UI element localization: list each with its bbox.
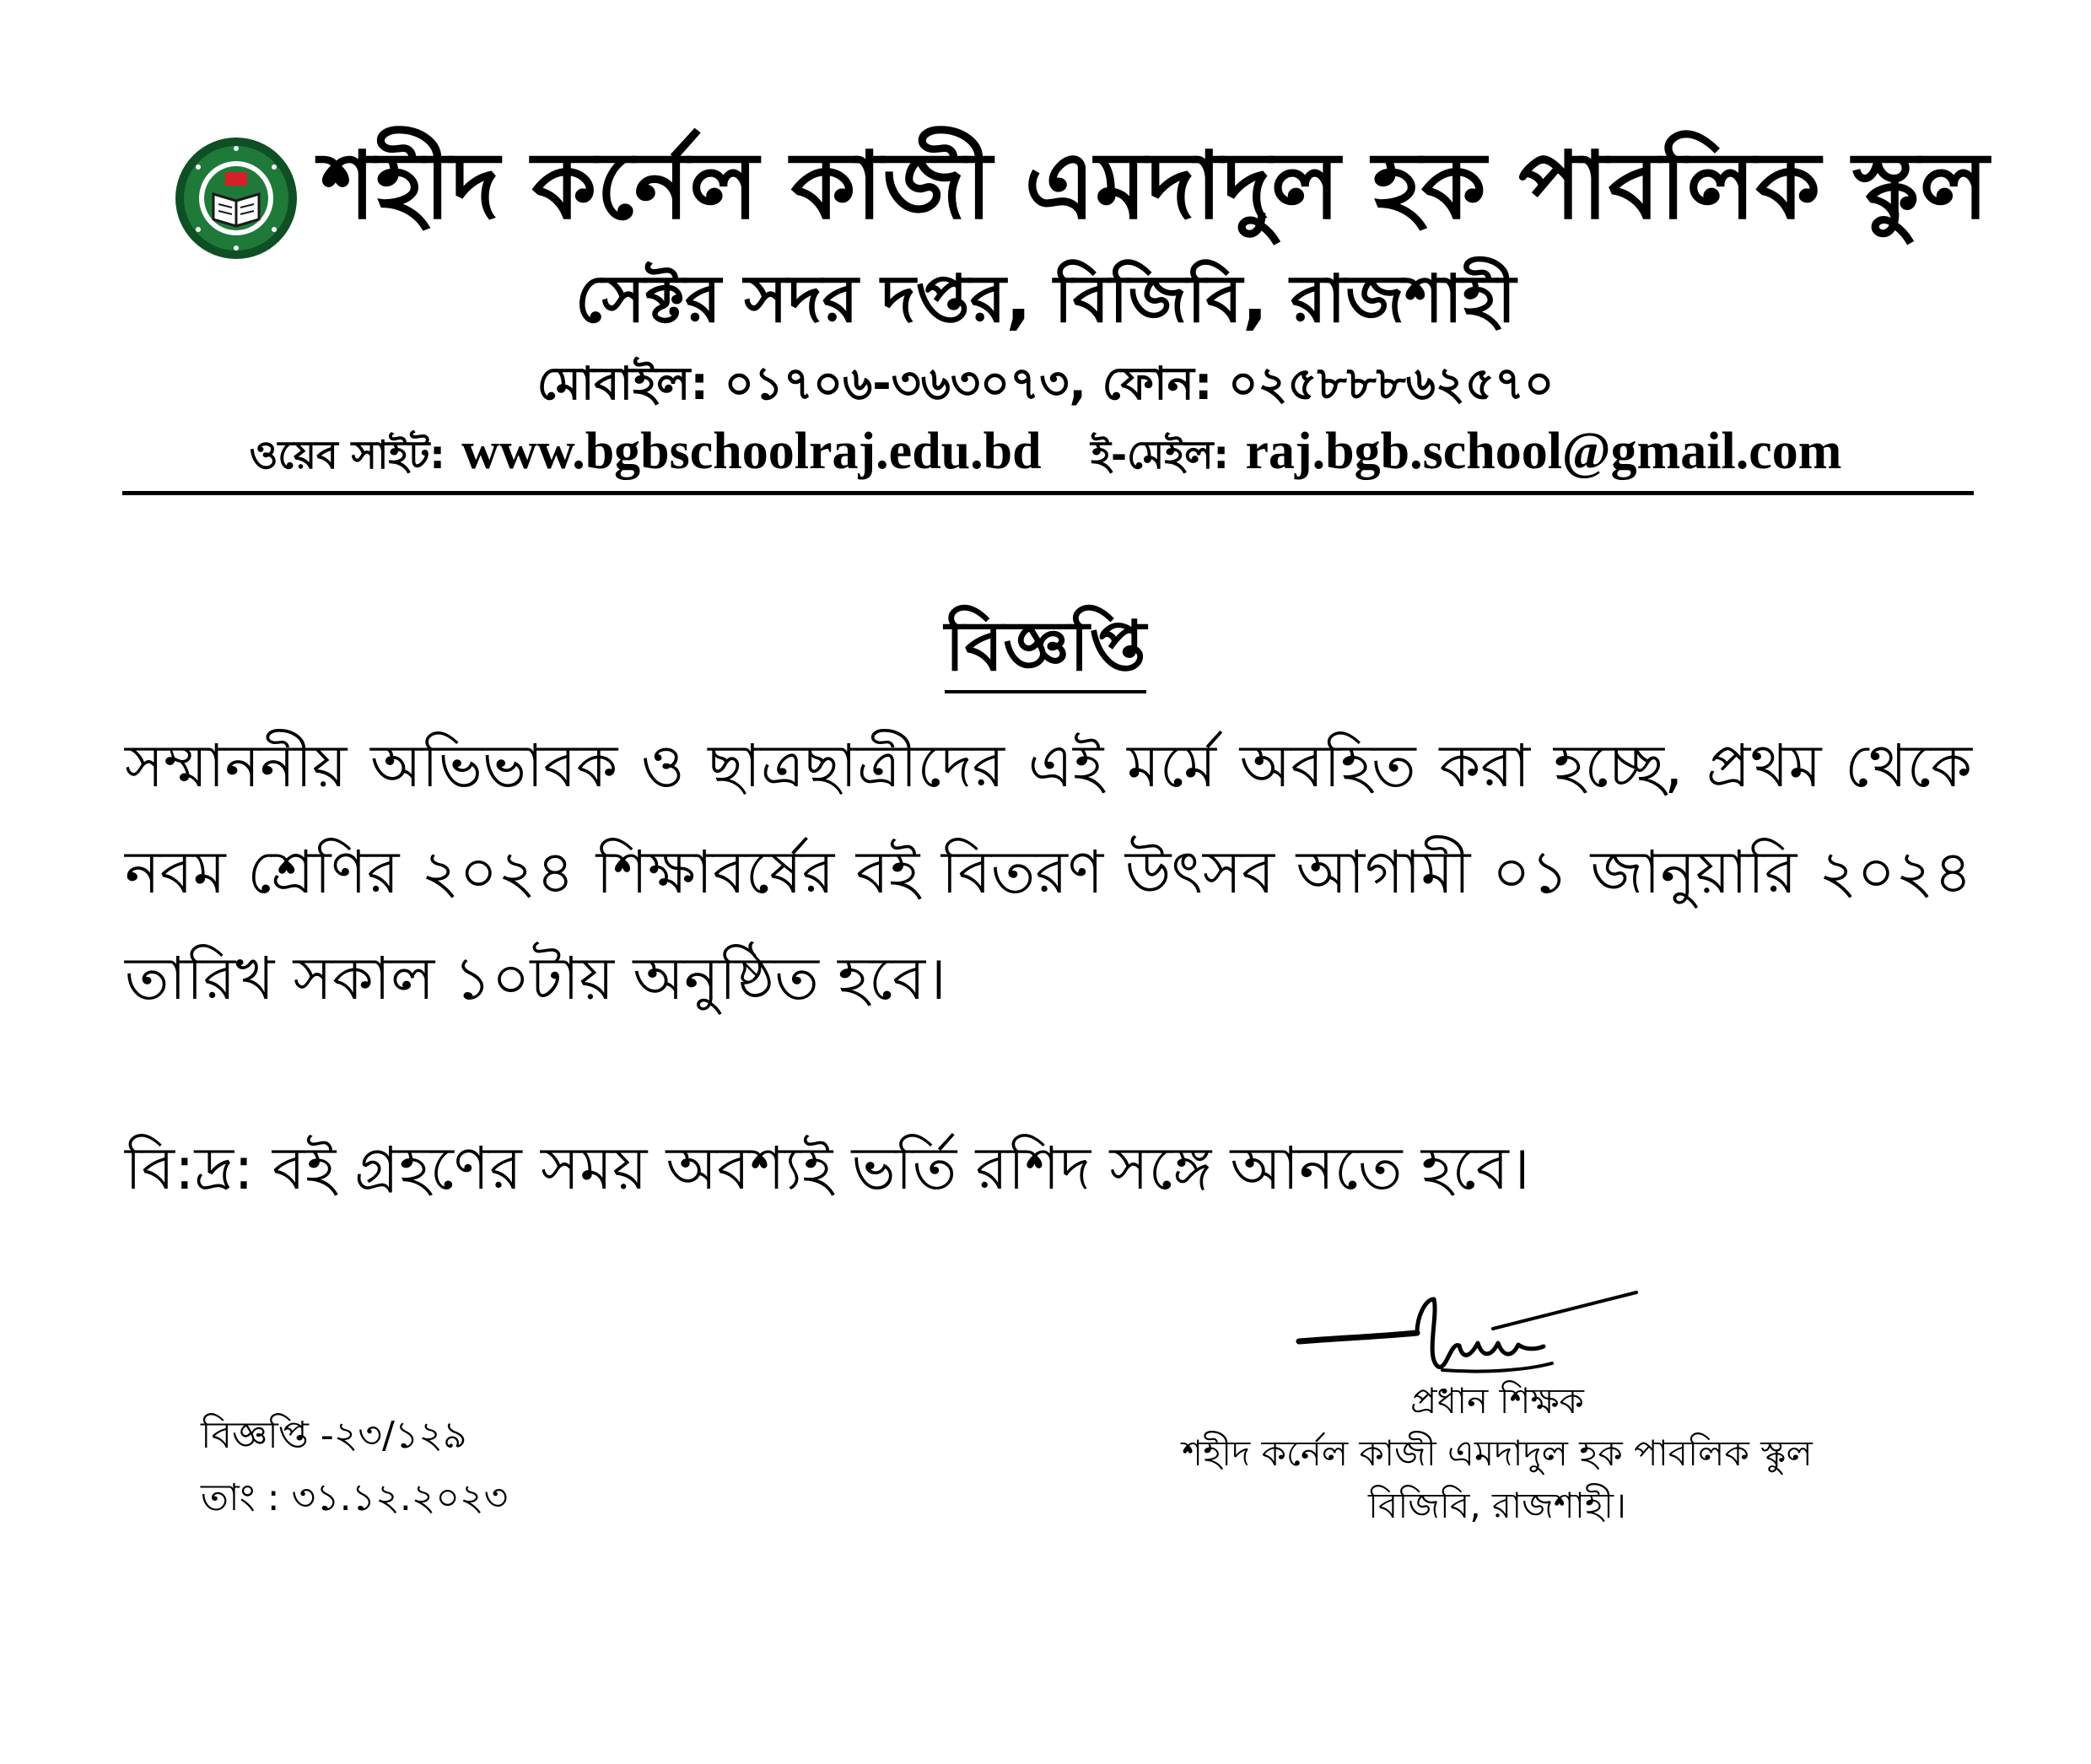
email-label: ই-মেইল:: [1091, 432, 1229, 477]
school-name: শহীদ কর্নেল কাজী এমদাদুল হক পাবলিক স্কুল: [321, 132, 1989, 240]
website-label: ওয়েব সাইট:: [249, 432, 445, 477]
website-link[interactable]: www.bgbschoolraj.edu.bd: [461, 423, 1042, 480]
reference-date: তাং : ৩১.১২.২০২৩: [201, 1476, 509, 1519]
notice-note: বি:দ্র: বই গ্রহণের সময় অবশ্যই ভর্তি রশিদ সঙ্গে আনতে হবে।: [125, 1134, 1530, 1203]
notice-title-text: বিজ্ঞপ্তি: [945, 607, 1145, 693]
signatory-title: প্রধান শিক্ষক: [1410, 1380, 1584, 1421]
email-link[interactable]: raj.bgb.school@gmail.com: [1245, 423, 1842, 480]
signatory-school: শহীদ কর্নেল কাজী এমদাদুল হক পাবলিক স্কুল: [1182, 1432, 1813, 1474]
contact-line: [0, 422, 2091, 484]
school-logo-icon: [173, 135, 299, 262]
signatory-location: বিজিবি, রাজশাহী।: [1367, 1485, 1627, 1526]
signatory-block: [1097, 1375, 1898, 1532]
notice-body: সম্মাননীয় অভিভাবক ও ছাত্রছাত্রীদের এই মর্মে অবহিত করা হচ্ছে, প্রথম থেকে নবম শ্রেণির ২০২৪ শিক্ষাবর্ষের বই বিতরণ উৎসব আগামী ০১ জানুয়ারি ২০২৪ তারিখ সকাল ১০টায় অনুষ্ঠিত হবে।: [125, 731, 1972, 1013]
reference-block: [201, 1405, 707, 1529]
reference-number: বিজ্ঞপ্তি -২৩/১২৯: [201, 1414, 467, 1457]
school-address: সেক্টর সদর দপ্তর, বিজিবি, রাজশাহী: [574, 262, 1517, 337]
notice-title: [0, 601, 2091, 693]
phone-line: মোবাইল: ০১৭০৬-৩৬৩০৭৩, ফোন: ০২৫৮৮৮৬২৫৭০: [536, 357, 1555, 410]
header-divider: [122, 491, 1974, 495]
